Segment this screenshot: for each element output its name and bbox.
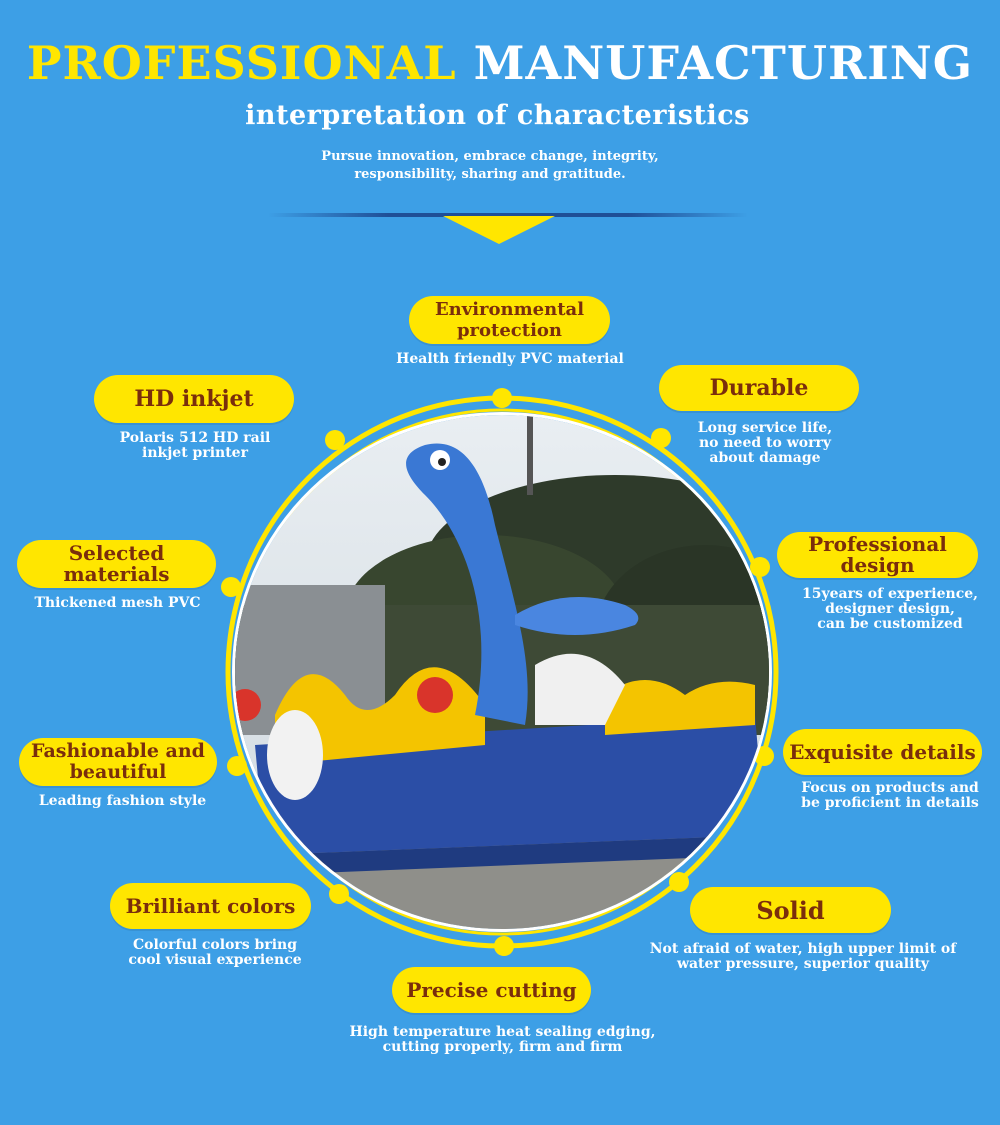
feature-durable-desc-line-3: about damage: [709, 450, 821, 466]
feature-durable-title-text: Durable: [709, 374, 809, 401]
feature-selected-materials-title-line-2: materials: [63, 562, 170, 586]
tagline-line-2: responsibility, sharing and gratitude.: [354, 167, 626, 182]
feature-durable-desc-line-1: Long service life,: [697, 420, 833, 436]
feature-precise-cutting-desc: [330, 1025, 675, 1055]
headline-word-manufacturing: MANUFACTURING: [473, 36, 974, 90]
feature-solid-desc: [628, 942, 978, 972]
ring-dot-precise-cutting: [494, 936, 514, 956]
feature-hd-inkjet-desc-line-1: Polaris 512 HD rail: [119, 430, 271, 446]
feature-professional-design-desc-line-1: 15years of experience,: [802, 586, 978, 602]
feature-fashionable-desc: [15, 794, 230, 809]
ring-dot-fashionable: [227, 756, 247, 776]
feature-environmental-title-line-2: protection: [456, 320, 563, 341]
feature-solid-desc-line-1: Not afraid of water, high upper limit of: [649, 941, 957, 957]
feature-brilliant-colors-desc-line-2: cool visual experience: [128, 952, 302, 968]
feature-exquisite-desc: [785, 781, 995, 811]
ring-dot-environmental: [492, 388, 512, 408]
feature-exquisite-desc-line-1: Focus on products and: [801, 780, 979, 796]
tagline-line-1: Pursue innovation, embrace change, integrity,: [321, 149, 659, 164]
feature-exquisite-title-text: Exquisite details: [789, 739, 976, 764]
feature-exquisite-desc-line-2: be proficient in details: [801, 795, 979, 811]
feature-precise-cutting-desc-line-2: cutting properly, firm and firm: [382, 1039, 623, 1055]
ring-dot-professional-design: [750, 557, 770, 577]
feature-professional-design-desc: [785, 587, 995, 632]
feature-precise-cutting-title-text: Precise cutting: [406, 977, 577, 1002]
feature-brilliant-colors-title: [110, 883, 311, 929]
feature-environmental-desc: [370, 352, 650, 367]
feature-professional-design-title: [777, 532, 978, 578]
feature-durable-desc-line-2: no need to worry: [698, 435, 831, 451]
feature-professional-design-desc-line-3: can be customized: [817, 616, 963, 632]
ring-dot-selected-materials: [221, 577, 241, 597]
feature-brilliant-colors-title-text: Brilliant colors: [125, 893, 296, 918]
feature-environmental-title: [409, 296, 610, 344]
feature-durable-title: [659, 365, 859, 411]
feature-fashionable-title: [19, 738, 217, 786]
feature-durable-desc: [680, 421, 850, 466]
feature-hd-inkjet-desc-line-2: inkjet printer: [142, 445, 248, 461]
feature-selected-materials-desc: [10, 596, 225, 611]
feature-environmental-desc-line-1: Health friendly PVC material: [396, 351, 624, 367]
feature-precise-cutting-title: [392, 967, 591, 1013]
feature-hd-inkjet-title: [94, 375, 294, 423]
headline-word-professional: PROFESSIONAL: [26, 36, 457, 90]
feature-professional-design-title-line-2: design: [840, 553, 915, 577]
feature-exquisite-title: [783, 729, 982, 775]
feature-professional-design-desc-line-2: designer design,: [825, 601, 955, 617]
feature-fashionable-desc-line-1: Leading fashion style: [38, 793, 207, 809]
feature-hd-inkjet-title-text: HD inkjet: [134, 385, 254, 412]
subtitle: interpretation of characteristics: [245, 100, 750, 131]
feature-fashionable-title-line-2: beautiful: [69, 761, 167, 783]
product-photo: [232, 412, 772, 932]
ring-dot-solid: [669, 872, 689, 892]
feature-selected-materials-title-line-1: Selected: [68, 541, 165, 565]
feature-solid-title: [690, 887, 891, 933]
feature-brilliant-colors-desc-line-1: Colorful colors bring: [132, 937, 297, 953]
feature-brilliant-colors-desc: [110, 938, 320, 968]
feature-selected-materials-title: [17, 540, 216, 588]
feature-solid-desc-line-2: water pressure, superior quality: [676, 956, 930, 972]
inflatable-castle-illustration: [235, 415, 772, 932]
ring-dot-brilliant-colors: [329, 884, 349, 904]
feature-fashionable-title-line-1: Fashionable and: [31, 740, 205, 762]
feature-selected-materials-desc-line-1: Thickened mesh PVC: [34, 595, 201, 611]
feature-precise-cutting-desc-line-1: High temperature heat sealing edging,: [349, 1024, 656, 1040]
feature-professional-design-title-line-1: Professional: [808, 532, 947, 556]
ring-dot-hd-inkjet: [325, 430, 345, 450]
feature-solid-title-text: Solid: [756, 895, 825, 925]
feature-hd-inkjet-desc: [80, 431, 310, 461]
feature-environmental-title-line-1: Environmental: [434, 299, 585, 320]
ring-dot-durable: [651, 428, 671, 448]
